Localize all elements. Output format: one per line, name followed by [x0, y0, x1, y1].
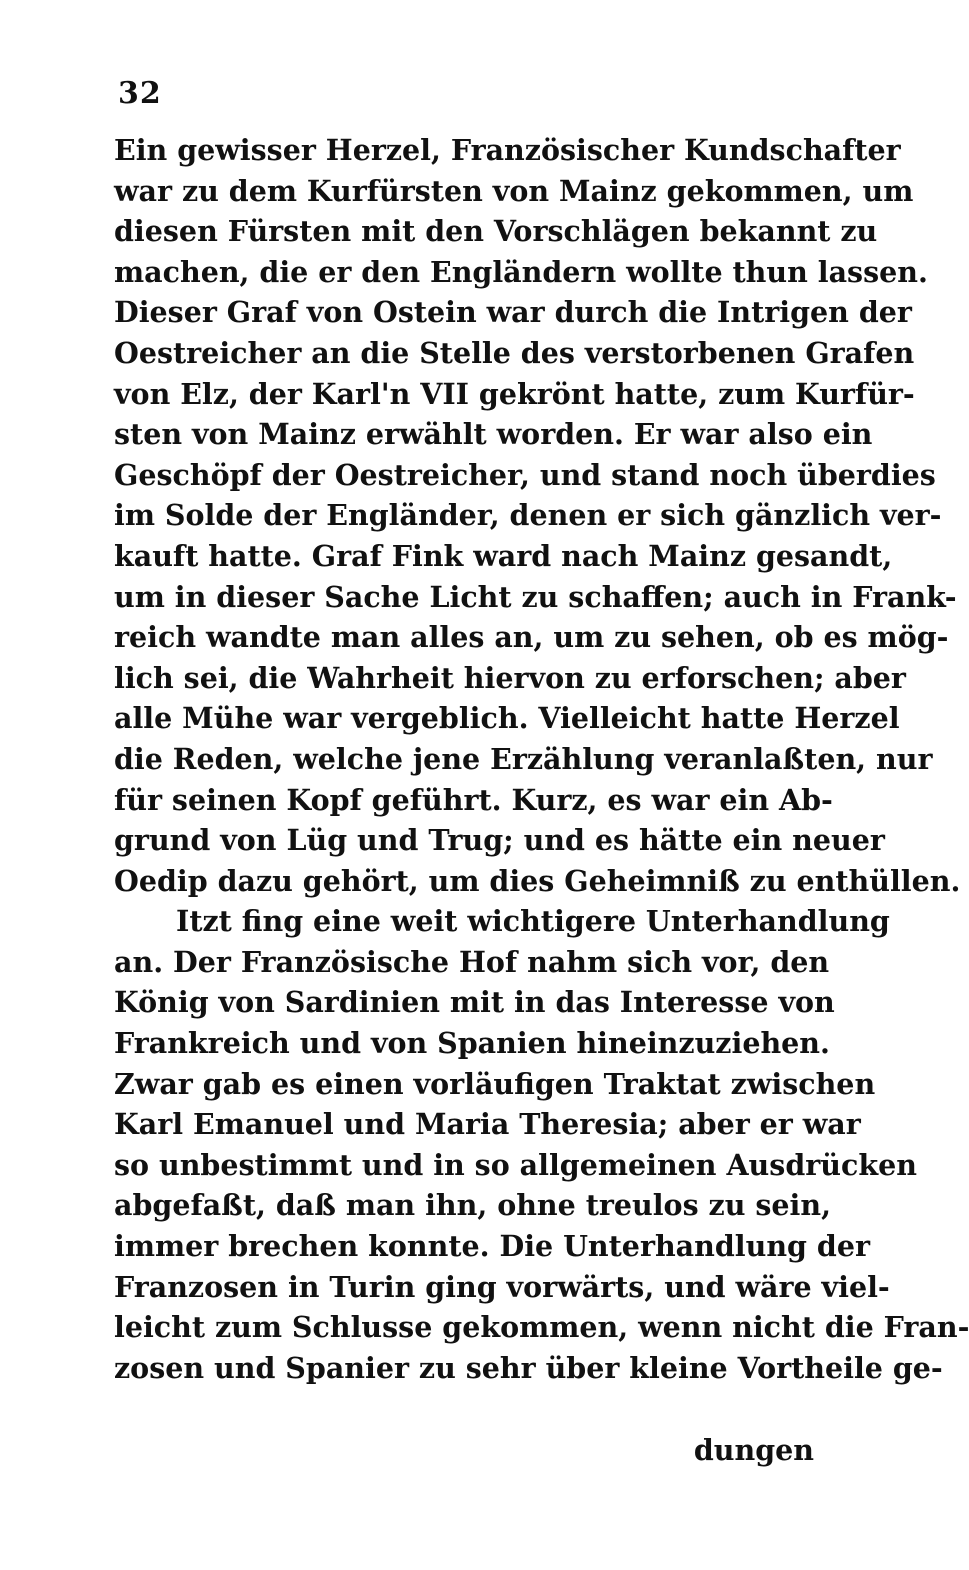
text-line: so unbestimmt und in so allgemeinen Ausdrücken — [114, 1147, 917, 1182]
text-line: Zwar gab es einen vorläufigen Traktat zwischen — [114, 1066, 876, 1101]
text-line: König von Sardinien mit in das Interesse von — [114, 985, 835, 1020]
text-line: an. Der Französische Hof nahm sich vor, den — [114, 944, 830, 979]
body-text — [114, 130, 969, 1388]
text-line: im Solde der Engländer, denen er sich gänzlich ver- — [114, 498, 942, 533]
text-line: zosen und Spanier zu sehr über kleine Vortheile ge- — [114, 1350, 943, 1385]
text-line: abgefaßt, daß man ihn, ohne treulos zu sein, — [114, 1188, 832, 1223]
text-line: war zu dem Kurfürsten von Mainz gekommen, um — [114, 173, 914, 208]
text-line: alle Mühe war vergeblich. Vielleicht hatte Herzel — [114, 701, 900, 736]
text-line: die Reden, welche jene Erzählung veranlaßten, nur — [114, 741, 933, 776]
text-line: reich wandte man alles an, um zu sehen, ob es mög- — [114, 620, 949, 655]
text-line: Dieser Graf von Ostein war durch die Intrigen der — [114, 295, 912, 330]
text-line: Ein gewisser Herzel, Französischer Kundschafter — [114, 133, 901, 167]
text-line: Oestreicher an die Stelle des verstorbenen Grafen — [114, 335, 915, 370]
text-line: kauft hatte. Graf Fink ward nach Mainz gesandt, — [114, 538, 893, 573]
text-line: Frankreich und von Spanien hineinzuziehen. — [114, 1026, 830, 1061]
text-line: von Elz, der Karl'n VII gekrönt hatte, zum Kurfür- — [114, 376, 915, 411]
text-line: Itzt fing eine weit wichtigere Unterhandlung — [176, 904, 890, 939]
text-line: immer brechen konnte. Die Unterhandlung der — [114, 1229, 870, 1264]
catchword: dungen — [693, 1433, 814, 1467]
text-line: diesen Fürsten mit den Vorschlägen bekannt zu — [114, 214, 878, 249]
text-line: Geschöpf der Oestreicher, und stand noch überdies — [114, 457, 936, 492]
text-line: machen, die er den Engländern wollte thun lassen. — [114, 254, 928, 289]
text-line: sten von Mainz erwählt worden. Er war also ein — [114, 417, 873, 452]
page-number: 32 — [118, 76, 162, 111]
text-line: leicht zum Schlusse gekommen, wenn nicht die Fran- — [114, 1310, 969, 1345]
text-line: Karl Emanuel und Maria Theresia; aber er war — [114, 1107, 861, 1142]
text-line: um in dieser Sache Licht zu schaffen; auch in Frank- — [114, 579, 957, 614]
text-line: für seinen Kopf geführt. Kurz, es war ein Ab- — [114, 782, 833, 817]
text-line: lich sei, die Wahrheit hiervon zu erforschen; aber — [114, 660, 906, 695]
text-line: Oedip dazu gehört, um dies Geheimniß zu enthüllen. — [114, 863, 961, 898]
text-line: grund von Lüg und Trug; und es hätte ein neuer — [114, 823, 885, 858]
text-line: Franzosen in Turin ging vorwärts, und wäre viel- — [114, 1269, 890, 1304]
